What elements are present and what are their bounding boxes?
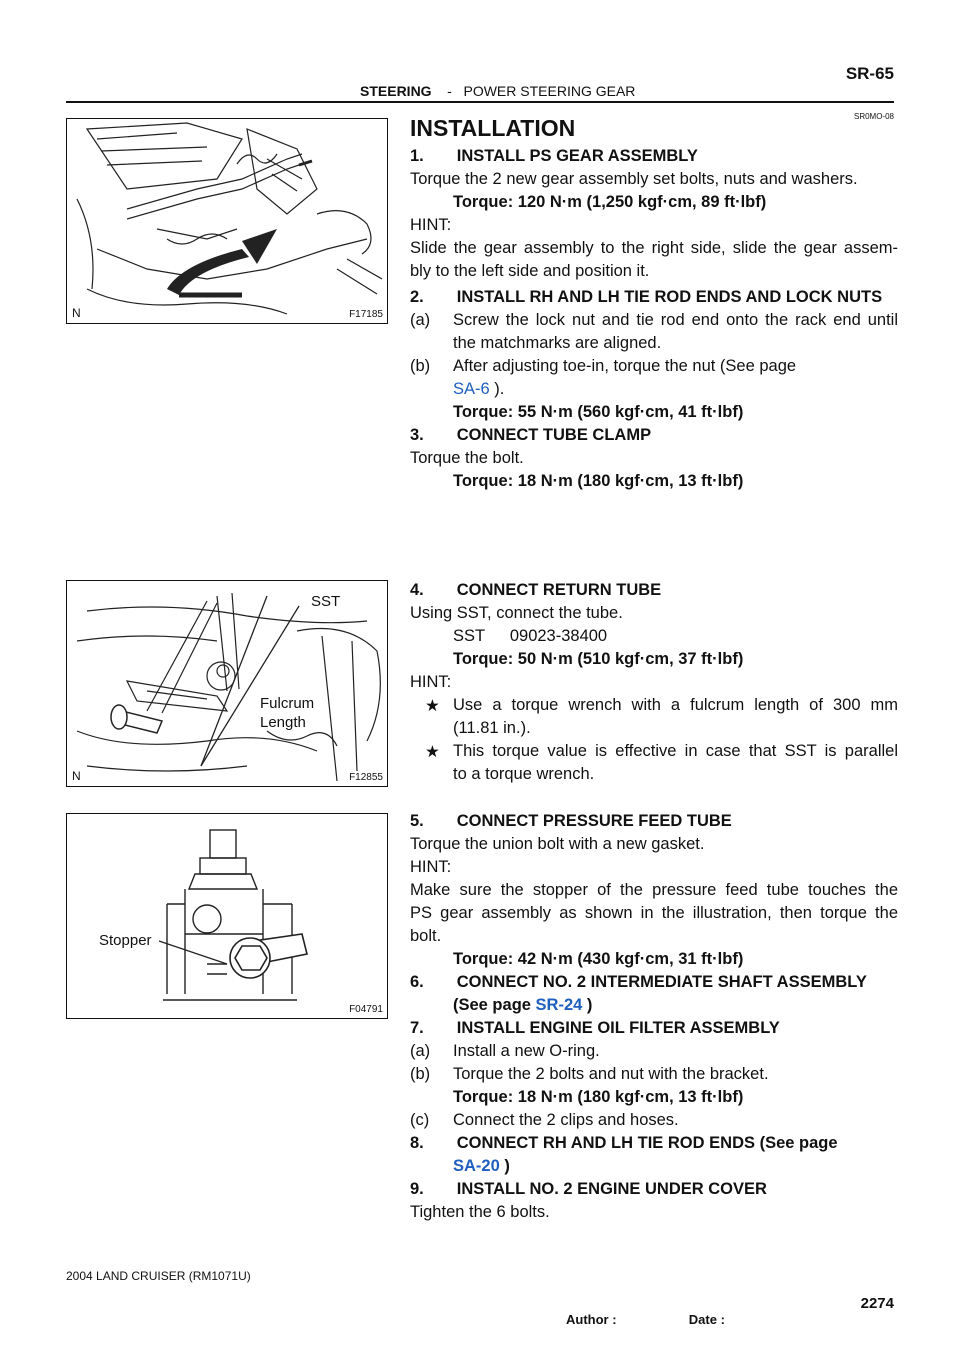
figure-ps-gear-install <box>66 118 388 324</box>
step-6-title: 6. CONNECT NO. 2 INTERMEDIATE SHAFT ASSEMBLY <box>410 973 867 991</box>
link-sa-20[interactable]: SA-20 <box>453 1157 500 1175</box>
step-4-hint-label: HINT: <box>410 673 452 691</box>
pressure-feed-tube-illustration <box>67 814 388 1019</box>
step-5-hint-label: HINT: <box>410 858 452 876</box>
step-1-torque: Torque: 120 N·m (1,250 kgf·cm, 89 ft·lbf) <box>453 193 767 211</box>
section-heading: INSTALLATION <box>410 115 576 141</box>
page-number-code: SR-65 <box>845 64 894 83</box>
link-sr-24[interactable]: SR-24 <box>535 996 583 1014</box>
step-7-torque: Torque: 18 N·m (180 kgf·cm, 13 ft·lbf) <box>453 1088 744 1106</box>
step-8-title: 8. CONNECT RH AND LH TIE ROD ENDS (See page <box>410 1134 838 1152</box>
step-8-close: ) <box>499 1157 510 1175</box>
figure-return-tube <box>66 580 388 787</box>
step-4-bullet-1-line-2: (11.81 in.). <box>453 719 531 737</box>
length-label: Length <box>260 714 306 731</box>
figure-code: F12855 <box>349 772 383 783</box>
step-3-title: 3. CONNECT TUBE CLAMP <box>410 426 652 444</box>
step-5-hint-line-2: PS gear assembly as shown in the illustration, then torque the <box>410 904 898 922</box>
header-rule <box>66 101 894 103</box>
step-4-text: Using SST, connect the tube. <box>410 604 623 622</box>
footer-model: 2004 LAND CRUISER (RM1071U) <box>66 1269 251 1283</box>
step-7a-mark: (a) <box>410 1042 431 1060</box>
step-3-torque: Torque: 18 N·m (180 kgf·cm, 13 ft·lbf) <box>453 472 744 490</box>
figure-pressure-feed-tube <box>66 813 388 1019</box>
footer-author-date: Author : Date : <box>566 1312 725 1327</box>
figure-orientation-mark: N <box>72 769 81 783</box>
document-code: SR0MO-08 <box>853 112 894 121</box>
step-6-see-page <box>453 996 592 1015</box>
step-1-title: 1. INSTALL PS GEAR ASSEMBLY <box>410 147 698 165</box>
step-1-hint-line-1: Slide the gear assembly to the right side, slide the gear assem- <box>410 239 898 257</box>
gear-assembly-illustration <box>67 119 388 324</box>
step-7c-text: Connect the 2 clips and hoses. <box>453 1111 679 1129</box>
step-2a-line-2: the matchmarks are aligned. <box>453 334 662 352</box>
stopper-label: Stopper <box>99 932 152 949</box>
step-5-hint-line-1: Make sure the stopper of the pressure feed tube touches the <box>410 881 898 899</box>
step-2b-line-1: After adjusting toe-in, torque the nut (See page <box>453 357 797 375</box>
step-9-title: 9. INSTALL NO. 2 ENGINE UNDER COVER <box>410 1180 767 1198</box>
step-1-text: Torque the 2 new gear assembly set bolts, nuts and washers. <box>410 170 858 188</box>
step-4-bullet-1-line-1: Use a torque wrench with a fulcrum length of 300 mm <box>453 696 898 714</box>
step-4-bullet-2-line-2: to a torque wrench. <box>453 765 595 783</box>
step-2b-close: ). <box>489 380 505 398</box>
step-4-title: 4. CONNECT RETURN TUBE <box>410 581 662 599</box>
step-5-text: Torque the union bolt with a new gasket. <box>410 835 705 853</box>
step-6-close: ) <box>582 996 593 1014</box>
star-bullet-icon: ★ <box>425 743 440 761</box>
step-7b-mark: (b) <box>410 1065 431 1083</box>
step-4-bullet-2-line-1: This torque value is effective in case that SST is parallel <box>453 742 898 760</box>
figure-code: F17185 <box>349 309 383 320</box>
step-1-hint-label: HINT: <box>410 216 452 234</box>
step-3-text: Torque the bolt. <box>410 449 524 467</box>
footer-page-number: 2274 <box>860 1295 894 1312</box>
step-5-torque: Torque: 42 N·m (430 kgf·cm, 31 ft·lbf) <box>453 950 744 968</box>
step-9-text: Tighten the 6 bolts. <box>410 1203 550 1221</box>
header-section: STEERING <box>360 83 432 99</box>
sst-label: SST <box>311 593 341 610</box>
step-1-hint-line-2: bly to the left side and position it. <box>410 262 650 280</box>
step-5-hint-line-3: bolt. <box>410 927 442 945</box>
star-bullet-icon: ★ <box>425 697 440 715</box>
step-2b-mark: (b) <box>410 357 431 375</box>
step-4-sst: SST 09023-38400 <box>453 627 608 645</box>
step-4-torque: Torque: 50 N·m (510 kgf·cm, 37 ft·lbf) <box>453 650 744 668</box>
step-7c-mark: (c) <box>410 1111 430 1129</box>
step-7b-text: Torque the 2 bolts and nut with the bracket. <box>453 1065 769 1083</box>
link-sa-6[interactable]: SA-6 <box>453 380 490 398</box>
fulcrum-label: Fulcrum <box>260 695 315 712</box>
step-2-title: 2. INSTALL RH AND LH TIE ROD ENDS AND LOCK NUTS <box>410 288 883 306</box>
figure-code: F04791 <box>349 1004 383 1015</box>
step-8-see-page <box>453 1157 510 1176</box>
step-2a-line-1: Screw the lock nut and tie rod end onto the rack end until <box>453 311 898 329</box>
figure-orientation-mark: N <box>72 306 81 320</box>
step-2-torque: Torque: 55 N·m (560 kgf·cm, 41 ft·lbf) <box>453 403 744 421</box>
header-subsection: POWER STEERING GEAR <box>463 83 636 99</box>
step-5-title: 5. CONNECT PRESSURE FEED TUBE <box>410 812 732 830</box>
step-6-see-page-text: (See page <box>453 996 536 1014</box>
header-dash: - <box>447 83 452 99</box>
step-2b-line-2 <box>453 380 504 399</box>
step-7-title: 7. INSTALL ENGINE OIL FILTER ASSEMBLY <box>410 1019 780 1037</box>
header-title <box>360 83 635 99</box>
step-7a-text: Install a new O-ring. <box>453 1042 600 1060</box>
return-tube-illustration <box>67 581 388 787</box>
step-2a-mark: (a) <box>410 311 431 329</box>
